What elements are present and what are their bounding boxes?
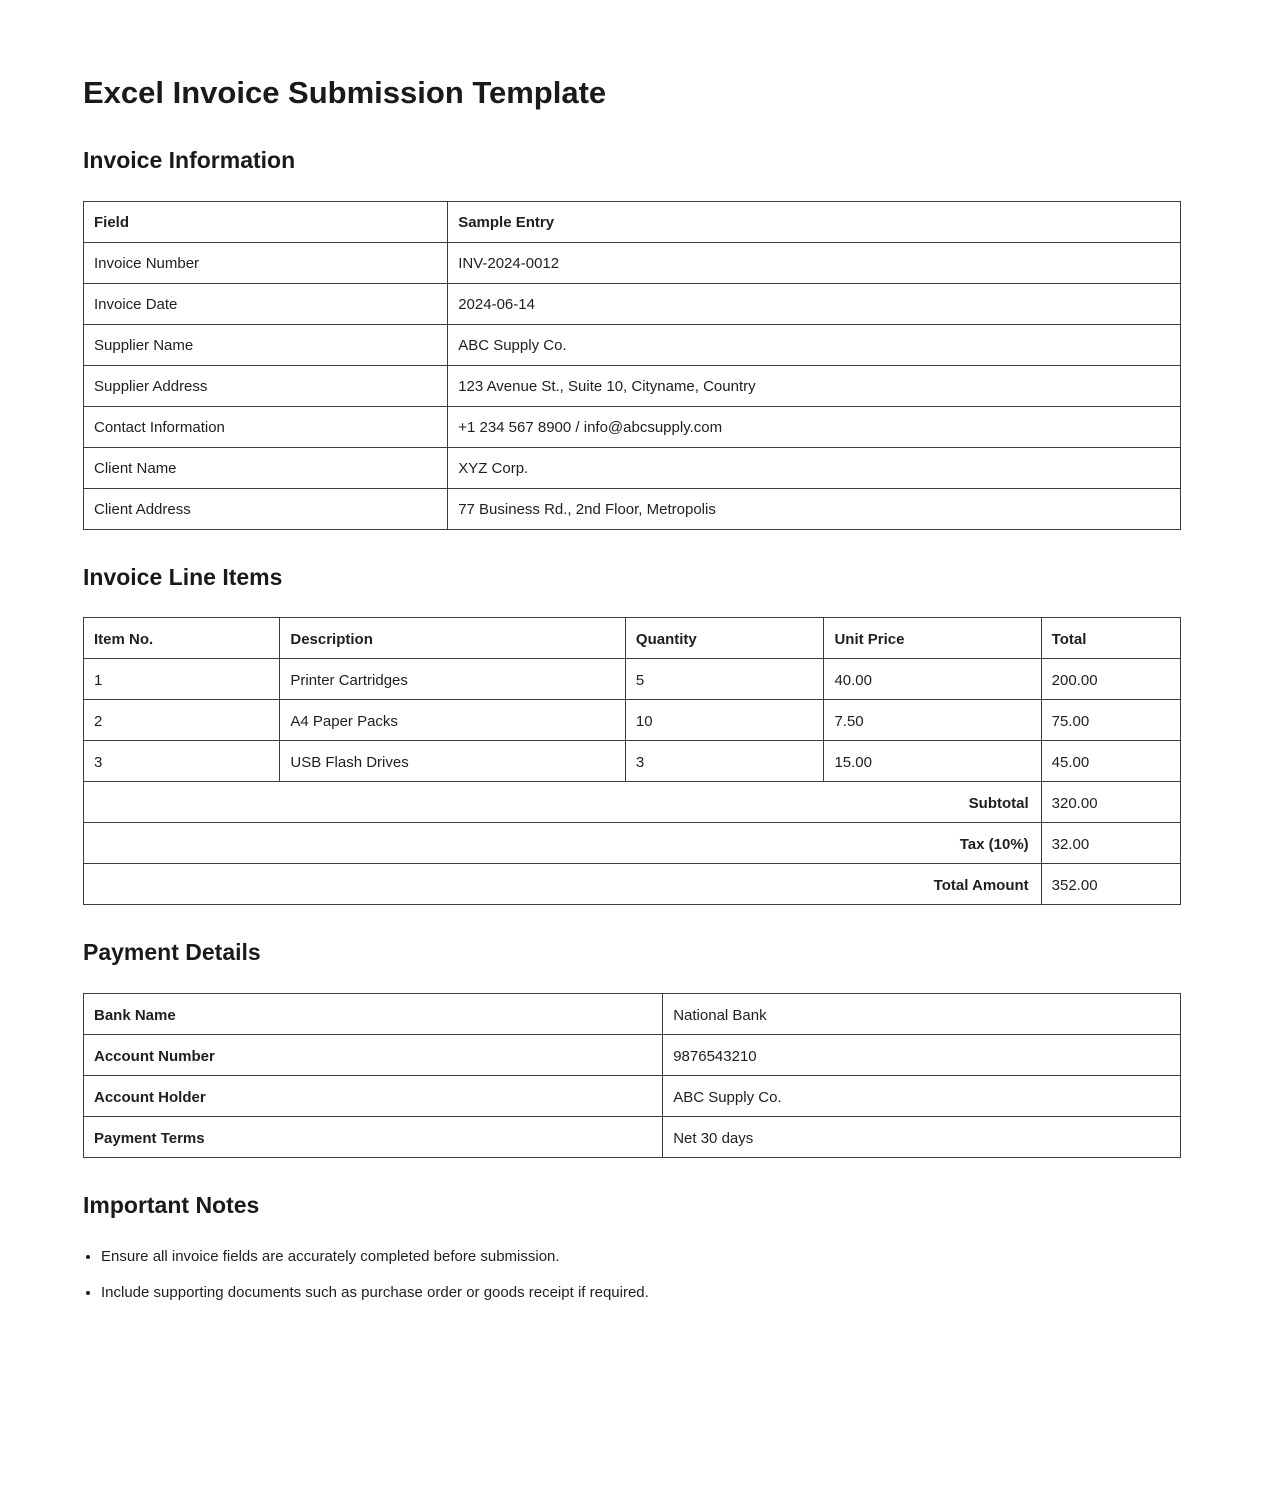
payment-label: Account Holder: [84, 1076, 663, 1117]
item-total: 45.00: [1041, 741, 1180, 782]
important-notes-list: [83, 1246, 1181, 1304]
field-value: 77 Business Rd., 2nd Floor, Metropolis: [448, 488, 1181, 529]
column-header-field: Field: [84, 201, 448, 242]
item-description: A4 Paper Packs: [280, 700, 626, 741]
table-header-row: [84, 618, 1181, 659]
section-heading-invoice-information: Invoice Information: [83, 146, 296, 173]
table-row: [84, 1076, 1181, 1117]
item-no: 3: [84, 741, 280, 782]
item-quantity: 5: [625, 659, 824, 700]
item-description: USB Flash Drives: [280, 741, 626, 782]
item-description: Printer Cartridges: [280, 659, 626, 700]
summary-row-subtotal: [84, 782, 1181, 823]
table-header-row: [84, 201, 1181, 242]
table-row: [84, 365, 1181, 406]
item-no: 1: [84, 659, 280, 700]
item-total: 200.00: [1041, 659, 1180, 700]
field-label: Client Name: [84, 447, 448, 488]
field-label: Supplier Name: [84, 324, 448, 365]
section-heading-important-notes: Important Notes: [83, 1192, 260, 1218]
summary-row-tax: [84, 823, 1181, 864]
table-row: [84, 994, 1181, 1035]
field-label: Invoice Date: [84, 283, 448, 324]
page-title: Excel Invoice Submission Template: [83, 75, 607, 110]
section-heading-invoice-line-items: Invoice Line Items: [83, 563, 283, 590]
table-row: [84, 406, 1181, 447]
note-item: • Ensure all invoice fields are accurately completed before submission.: [101, 1246, 1181, 1268]
column-header-unit-price: Unit Price: [824, 618, 1041, 659]
field-label: Supplier Address: [84, 365, 448, 406]
item-quantity: 10: [625, 700, 824, 741]
note-item: • Include supporting documents such as purchase order or goods receipt if required.: [101, 1282, 1181, 1304]
item-unit-price: 40.00: [824, 659, 1041, 700]
total-amount-value: 352.00: [1041, 864, 1180, 905]
line-item-row: [84, 741, 1181, 782]
payment-value: Net 30 days: [663, 1117, 1181, 1158]
payment-details-table: [83, 993, 1181, 1158]
line-item-row: [84, 700, 1181, 741]
field-value: ABC Supply Co.: [448, 324, 1181, 365]
item-total: 75.00: [1041, 700, 1180, 741]
field-value: 2024-06-14: [448, 283, 1181, 324]
payment-label: Account Number: [84, 1035, 663, 1076]
tax-label: Tax (10%): [84, 823, 1042, 864]
item-no: 2: [84, 700, 280, 741]
table-row: [84, 1035, 1181, 1076]
table-row: [84, 488, 1181, 529]
item-unit-price: 15.00: [824, 741, 1041, 782]
column-header-quantity: Quantity: [625, 618, 824, 659]
invoice-line-items-table: [83, 617, 1181, 905]
summary-row-total-amount: [84, 864, 1181, 905]
item-unit-price: 7.50: [824, 700, 1041, 741]
table-row: [84, 283, 1181, 324]
field-value: INV-2024-0012: [448, 242, 1181, 283]
payment-value: ABC Supply Co.: [663, 1076, 1181, 1117]
column-header-item-no: Item No.: [84, 618, 280, 659]
field-value: 123 Avenue St., Suite 10, Cityname, Country: [448, 365, 1181, 406]
total-amount-label: Total Amount: [84, 864, 1042, 905]
field-value: +1 234 567 8900 / info@abcsupply.com: [448, 406, 1181, 447]
column-header-description: Description: [280, 618, 626, 659]
table-row: [84, 1117, 1181, 1158]
table-row: [84, 324, 1181, 365]
field-label: Contact Information: [84, 406, 448, 447]
section-heading-payment-details: Payment Details: [83, 939, 261, 966]
field-label: Invoice Number: [84, 242, 448, 283]
table-row: [84, 447, 1181, 488]
payment-label: Bank Name: [84, 994, 663, 1035]
field-label: Client Address: [84, 488, 448, 529]
field-value: XYZ Corp.: [448, 447, 1181, 488]
column-header-sample-entry: Sample Entry: [448, 201, 1181, 242]
invoice-information-table: [83, 201, 1181, 530]
payment-value: National Bank: [663, 994, 1181, 1035]
item-quantity: 3: [625, 741, 824, 782]
line-item-row: [84, 659, 1181, 700]
column-header-total: Total: [1041, 618, 1180, 659]
tax-value: 32.00: [1041, 823, 1180, 864]
subtotal-value: 320.00: [1041, 782, 1180, 823]
table-row: [84, 242, 1181, 283]
subtotal-label: Subtotal: [84, 782, 1042, 823]
payment-label: Payment Terms: [84, 1117, 663, 1158]
payment-value: 9876543210: [663, 1035, 1181, 1076]
